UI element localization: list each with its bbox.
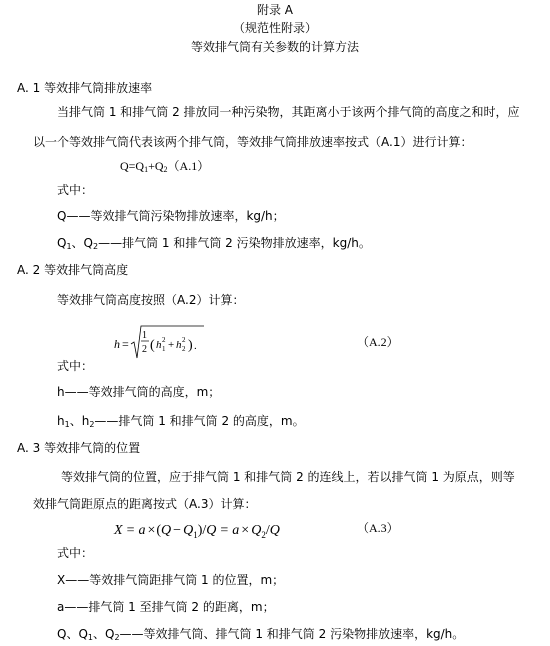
definition-q-q1-q2-text: ——等效排气筒、排气筒 1 和排气筒 2 污染物排放速率，kg/h。 bbox=[119, 627, 465, 641]
section-a2-intro: 等效排气筒高度按照（A.2）计算： bbox=[57, 293, 245, 307]
definition-h1-h2: $h_1$、$h_2——$排气筒 1 和排气筒 2 的高度，m。 bbox=[57, 414, 305, 429]
definition-q-q1-symbol: Q、Q bbox=[57, 627, 88, 641]
svg-text:.: . bbox=[194, 340, 197, 352]
definition-x: X——等效排气筒距排气筒 1 的位置，m； bbox=[57, 573, 285, 587]
svg-text:2: 2 bbox=[182, 336, 186, 344]
appendix-title: 附录 A bbox=[256, 3, 294, 17]
formula-a2-graphic bbox=[112, 320, 212, 364]
formula-a3-number: （A.3） bbox=[357, 521, 399, 535]
appendix-heading: 等效排气筒有关参数的计算方法 bbox=[190, 40, 359, 54]
section-a3-para-line1: 等效排气筒的位置，应于排气筒 1 和排气筒 2 的连线上，若以排气筒 1 为原点，则等 bbox=[61, 470, 515, 484]
section-a3-para-line2: 效排气筒距原点的距离按式（A.3）计算： bbox=[33, 497, 257, 511]
svg-text:h: h bbox=[114, 337, 120, 351]
definition-q1-q2: $Q_1$、$Q_2——$排气筒 1 和排气筒 2 污染物排放速率，kg/h。 bbox=[57, 236, 371, 251]
section-a3-where: 式中： bbox=[57, 546, 94, 560]
svg-text:1: 1 bbox=[142, 330, 147, 341]
appendix-subtitle: （规范性附录） bbox=[232, 21, 317, 35]
svg-text:=: = bbox=[122, 337, 129, 351]
section-a2-title: A. 2 等效排气筒高度 bbox=[17, 263, 129, 277]
section-a1-where: 式中： bbox=[57, 183, 94, 197]
definition-q: Q——等效排气筒污染物排放速率，kg/h； bbox=[57, 209, 285, 223]
formula-a3-graphic bbox=[112, 514, 322, 544]
svg-text:1: 1 bbox=[162, 345, 166, 353]
definition-a: a——排气筒 1 至排气筒 2 的距离，m； bbox=[57, 600, 275, 614]
formula-a1: $Q=Q_1+Q_2(A.1)$ bbox=[120, 159, 210, 174]
definition-h: h——等效排气筒的高度，m； bbox=[57, 385, 221, 399]
definition-q2-symbol: 、Q bbox=[93, 627, 115, 641]
formula-a2-number: （A.2） bbox=[357, 335, 399, 349]
section-a1-para-line1: 当排气筒 1 和排气筒 2 排放同一种污染物，其距离小于该两个排气筒的高度之和时，应 bbox=[57, 105, 520, 119]
definition-q-q1-q2: Q、$Q_1$、$Q_2——$等效排气筒、排气筒 1 和排气筒 2 污染物排放速率，kg/h。 bbox=[57, 627, 465, 642]
svg-text:h: h bbox=[176, 339, 182, 351]
svg-text:): ) bbox=[188, 338, 193, 353]
definition-q1-symbol: Q bbox=[57, 236, 67, 250]
formula-a1-plus: +Q bbox=[148, 159, 164, 173]
svg-text:X=a×(Q−Q1)/Q=a×Q2/Q: $X = a \times(Q - Q_1)/Q = a \times Q_2/Q$ bbox=[114, 523, 280, 540]
svg-text:2: 2 bbox=[162, 336, 166, 344]
svg-text:h: h bbox=[156, 339, 162, 351]
svg-text:(: ( bbox=[150, 338, 155, 353]
definition-h1-symbol: h bbox=[57, 414, 65, 428]
svg-text:2: 2 bbox=[142, 344, 147, 355]
definition-q1-q2-text: ——排气筒 1 和排气筒 2 污染物排放速率，kg/h。 bbox=[98, 236, 371, 250]
formula-a2 bbox=[112, 320, 212, 364]
section-a1-para-line2: 以一个等效排气筒代表该两个排气筒，等效排气筒排放速率按式（A.1）进行计算： bbox=[33, 135, 473, 149]
section-a2-where: 式中： bbox=[57, 359, 94, 373]
definition-h2-symbol: 、h bbox=[69, 414, 90, 428]
formula-a1-number: （A.1） bbox=[167, 159, 210, 173]
definition-h1-h2-text: ——排气筒 1 和排气筒 2 的高度，m。 bbox=[94, 414, 305, 428]
formula-a3 bbox=[112, 514, 322, 544]
section-a3-title: A. 3 等效排气筒的位置 bbox=[17, 441, 141, 455]
svg-text:+: + bbox=[168, 339, 175, 351]
formula-a1-left: Q=Q bbox=[120, 159, 145, 173]
svg-text:2: 2 bbox=[182, 345, 186, 353]
definition-q2-symbol: 、Q bbox=[71, 236, 93, 250]
section-a1-title: A. 1 等效排气筒排放速率 bbox=[17, 81, 153, 95]
